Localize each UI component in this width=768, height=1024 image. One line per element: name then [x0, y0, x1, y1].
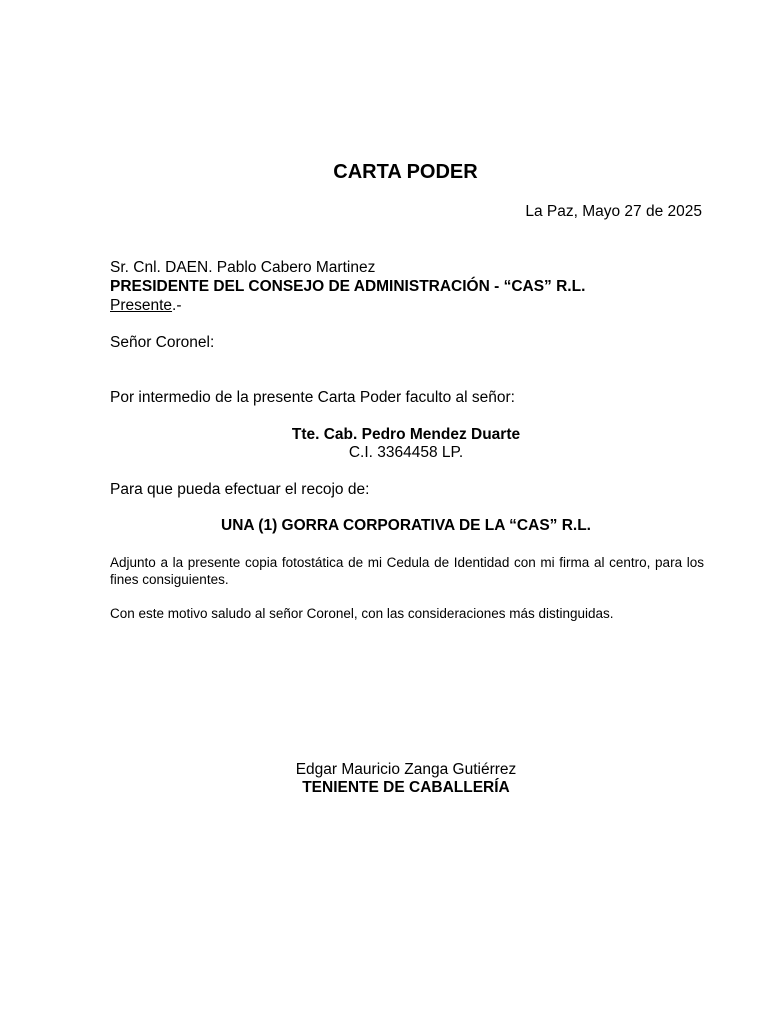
attorney-name: Tte. Cab. Pedro Mendez Duarte	[291, 426, 521, 443]
presente-word: Presente	[110, 297, 173, 314]
presente-line	[110, 297, 182, 315]
attorney-id: C.I. 3364458 LP.	[348, 444, 464, 461]
item-description: UNA (1) GORRA CORPORATIVA DE LA “CAS” R.L.	[221, 517, 591, 534]
closing-text: Con este motivo saludo al señor Coronel, con las consideraciones más distinguidas.	[110, 606, 614, 621]
salutation: Señor Coronel:	[110, 334, 215, 351]
purpose-intro: Para que pueda efectuar el recojo de:	[110, 481, 370, 498]
intro-text: Por intermedio de la presente Carta Poder faculto al señor:	[110, 389, 515, 406]
presente-suffix: .-	[172, 297, 182, 314]
recipient-name: Sr. Cnl. DAEN. Pablo Cabero Martinez	[110, 259, 376, 276]
date-line: La Paz, Mayo 27 de 2025	[525, 203, 702, 220]
letter-title: CARTA PODER	[333, 161, 478, 183]
recipient-position: PRESIDENTE DEL CONSEJO DE ADMINISTRACIÓN - “CAS” R.L.	[110, 278, 586, 295]
signer-rank: TENIENTE DE CABALLERÍA	[302, 779, 510, 796]
signer-name: Edgar Mauricio Zanga Gutiérrez	[295, 761, 517, 778]
attachment-note: Adjunto a la presente copia fotostática de mi Cedula de Identidad con mi firma al centro, para los fines consiguientes.	[110, 555, 704, 587]
